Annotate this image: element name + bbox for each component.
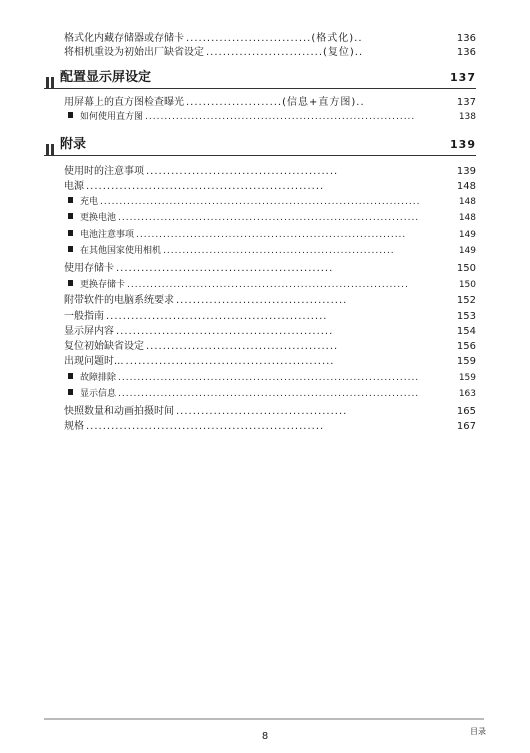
dot-leader: ..............................................: [146, 341, 339, 352]
toc-entry-label: 快照数量和动画拍摄时间: [64, 406, 174, 417]
toc-subentry-page: 150: [458, 280, 476, 290]
toc-subentry-page: 163: [458, 389, 476, 399]
dot-leader: .......................(信息+直方图)..: [186, 97, 365, 108]
section-title: 附录: [60, 137, 87, 152]
toc-entry[interactable]: [64, 96, 476, 109]
toc-subentry-page: 149: [458, 230, 476, 240]
dot-leader: ............................(复位)..: [206, 47, 364, 58]
toc-subentry[interactable]: [64, 278, 476, 292]
bullet-icon: [68, 246, 73, 252]
toc-subentry-page: 149: [458, 246, 476, 256]
dot-leader: ............................................................: [163, 246, 395, 256]
dot-leader: ..............................................................................: [118, 373, 420, 383]
toc-entry[interactable]: [64, 310, 476, 323]
section-title: 配置显示屏设定: [60, 70, 152, 85]
toc-subentry[interactable]: [64, 228, 476, 242]
toc-subentry[interactable]: [64, 371, 476, 385]
section-marker-icon: [46, 73, 56, 92]
toc-entry-page: 156: [456, 341, 476, 352]
toc-entry-label: 使用存储卡: [64, 263, 114, 274]
dot-leader: ..............................(格式化)..: [186, 33, 363, 44]
toc-subentry-label: 电池注意事项: [80, 230, 135, 240]
toc-entry-page: 136: [456, 47, 476, 58]
toc-subentry-label: 在其他国家使用相机: [80, 246, 162, 256]
dot-leader: .........................................: [176, 406, 348, 417]
dot-leader: .....................................................: [106, 311, 328, 322]
toc-entry-page: 159: [456, 356, 476, 367]
toc-entry[interactable]: [64, 340, 476, 353]
toc-entry-label: 使用时的注意事项: [64, 166, 144, 177]
toc-entry[interactable]: [64, 355, 476, 368]
section-heading-appendix[interactable]: [44, 136, 476, 154]
toc-subentry-page: 148: [458, 197, 476, 207]
toc-entry[interactable]: [64, 420, 476, 433]
toc-entry-page: 150: [456, 263, 476, 274]
toc-entry-label: 将相机重设为初始出厂缺省设定: [64, 47, 204, 58]
page-number: 8: [261, 731, 269, 742]
dot-leader: ..............................................................................: [118, 213, 420, 223]
dot-leader: ......................................................................: [145, 112, 416, 122]
section-rule: [44, 88, 476, 89]
toc-entry-page: 167: [456, 421, 476, 432]
toc-entry-page: 153: [456, 311, 476, 322]
dot-leader: .........................................: [176, 295, 348, 306]
toc-subentry[interactable]: [64, 244, 476, 258]
toc-entry-label: 电源: [64, 181, 84, 192]
dot-leader: .........................................................: [86, 421, 325, 432]
toc-entry-page: 152: [456, 295, 476, 306]
bullet-icon: [68, 389, 73, 395]
dot-leader: ..............................................: [146, 166, 339, 177]
toc-subentry-page: 148: [458, 213, 476, 223]
bullet-icon: [68, 280, 73, 286]
toc-subentry[interactable]: [64, 110, 476, 124]
toc-entry[interactable]: [64, 325, 476, 338]
toc-subentry[interactable]: [64, 211, 476, 225]
toc-entry-label: 出现问题时...: [64, 356, 124, 367]
toc-subentry[interactable]: [64, 195, 476, 209]
toc-entry-page: 154: [456, 326, 476, 337]
toc-entry[interactable]: [64, 294, 476, 307]
dot-leader: .........................................................: [86, 181, 325, 192]
dot-leader: ...................................................................................: [100, 197, 421, 207]
dot-leader: ..................................................: [125, 356, 335, 367]
toc-entry[interactable]: [64, 46, 476, 59]
toc-subentry-label: 充电: [80, 197, 99, 207]
dot-leader: .........................................................................: [127, 280, 409, 290]
footer-label: 目录: [470, 727, 486, 736]
toc-subentry-page: 138: [458, 112, 476, 122]
bullet-icon: [68, 373, 73, 379]
toc-entry-page: 136: [456, 33, 476, 44]
toc-entry-page: 165: [456, 406, 476, 417]
toc-entry-label: 附带软件的电脑系统要求: [64, 295, 174, 306]
toc-subentry-label: 故障排除: [80, 373, 117, 383]
toc-entry-label: 复位初始缺省设定: [64, 341, 144, 352]
dot-leader: ..............................................................................: [118, 389, 420, 399]
footer-rule: [44, 718, 484, 720]
bullet-icon: [68, 112, 73, 118]
section-marker-icon: [46, 140, 56, 159]
dot-leader: ......................................................................: [136, 230, 407, 240]
toc-subentry-label: 显示信息: [80, 389, 117, 399]
toc-entry-label: 显示屏内容: [64, 326, 114, 337]
toc-entry-page: 148: [456, 181, 476, 192]
bullet-icon: [68, 230, 73, 236]
toc-entry[interactable]: [64, 262, 476, 275]
section-page: 137: [450, 71, 476, 84]
toc-subentry-label: 更换存储卡: [80, 280, 126, 290]
toc-entry-label: 一般指南: [64, 311, 104, 322]
section-page: 139: [450, 138, 476, 151]
toc-entry[interactable]: [64, 165, 476, 178]
bullet-icon: [68, 213, 73, 219]
toc-entry-page: 139: [456, 166, 476, 177]
toc-entry[interactable]: [64, 405, 476, 418]
toc-entry[interactable]: [64, 180, 476, 193]
toc-subentry-page: 159: [458, 373, 476, 383]
dot-leader: ....................................................: [116, 326, 334, 337]
toc-subentry-label: 更换电池: [80, 213, 117, 223]
toc-entry-label: 格式化内藏存储器或存储卡: [64, 33, 184, 44]
bullet-icon: [68, 197, 73, 203]
section-heading-display[interactable]: [44, 69, 476, 87]
toc-entry-label: 规格: [64, 421, 84, 432]
toc-entry-page: 137: [456, 97, 476, 108]
dot-leader: ....................................................: [116, 263, 334, 274]
section-rule: [44, 155, 476, 156]
toc-entry-label: 用屏幕上的直方图检查曝光: [64, 97, 184, 108]
toc-subentry-label: 如何使用直方图: [80, 112, 144, 122]
toc-subentry[interactable]: [64, 387, 476, 401]
toc-entry[interactable]: [64, 32, 476, 45]
